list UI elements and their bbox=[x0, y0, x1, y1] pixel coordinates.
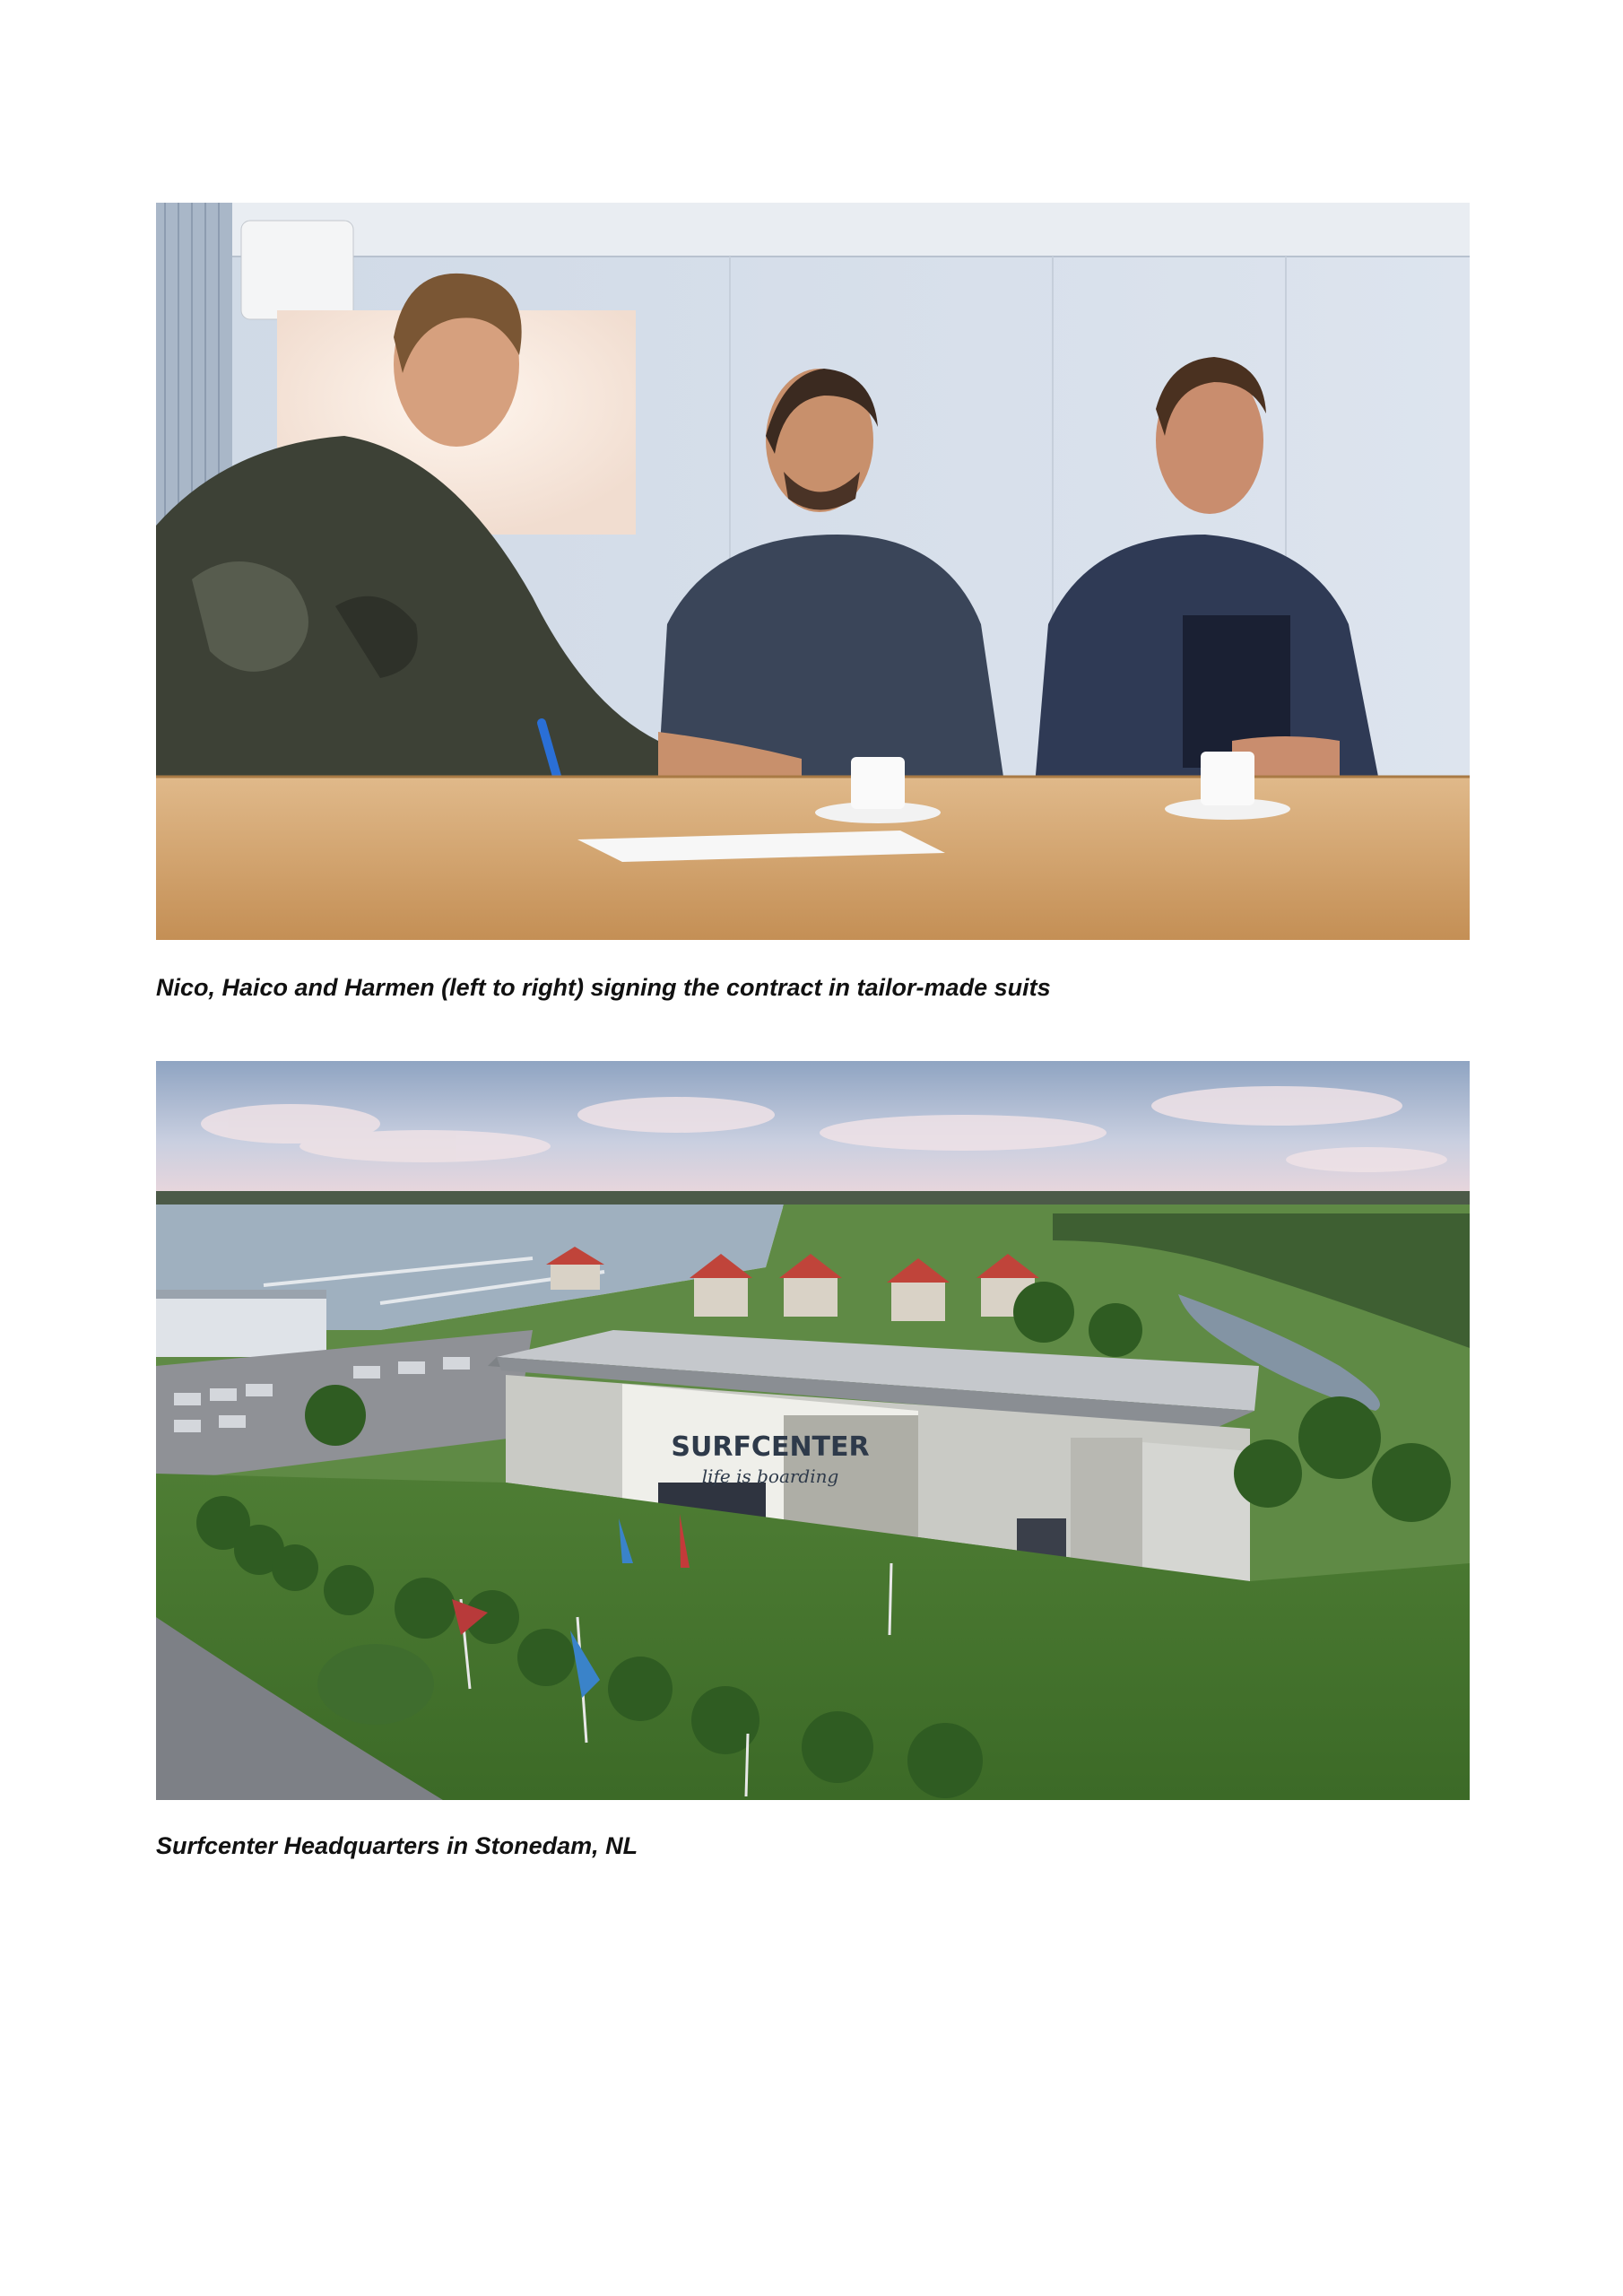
photo-caption: Surfcenter Headquarters in Stonedam, NL bbox=[156, 1832, 638, 1859]
photo-caption: Nico, Haico and Harmen (left to right) signing the contract in tailor-made suits bbox=[156, 974, 1051, 1001]
headquarters-photo bbox=[156, 1061, 1470, 1800]
headquarters-photo-illustration bbox=[156, 1061, 1470, 1800]
signing-photo-illustration bbox=[156, 203, 1470, 940]
signing-photo bbox=[156, 203, 1470, 940]
building-sign: SURFCENTER bbox=[671, 1431, 870, 1463]
building-tagline: life is boarding bbox=[701, 1465, 839, 1487]
